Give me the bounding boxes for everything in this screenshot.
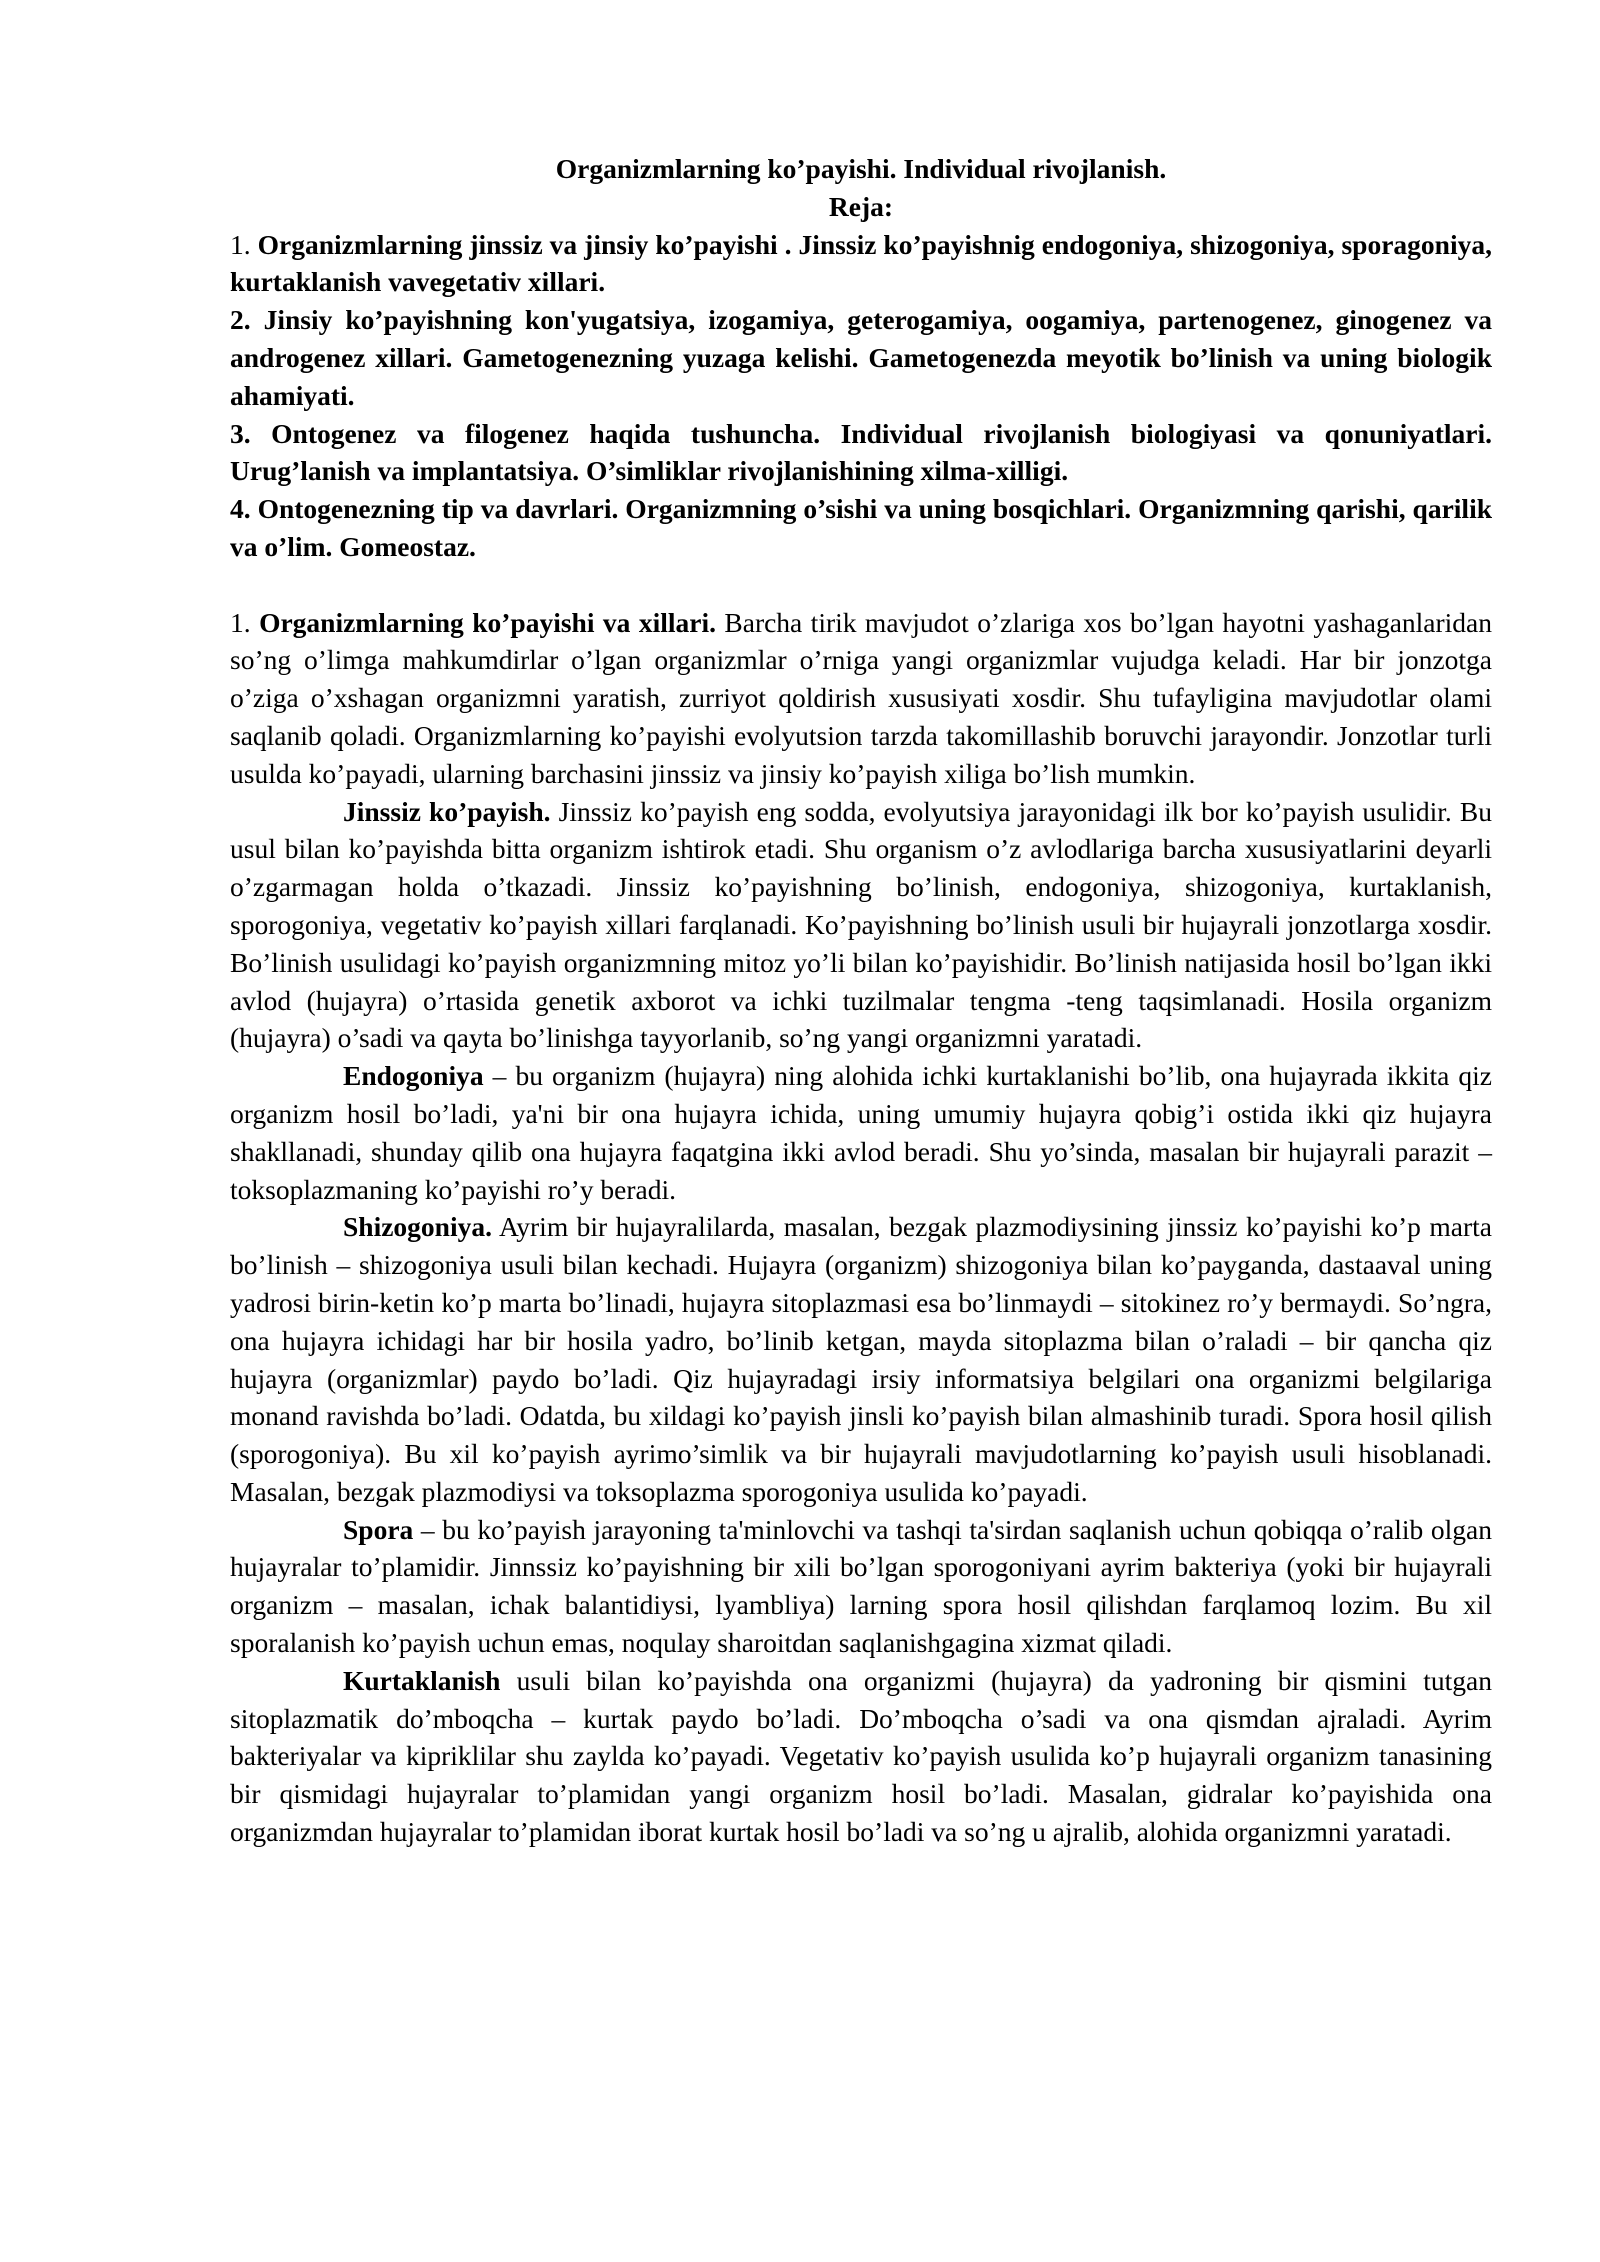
plan-item-number: 2. bbox=[230, 304, 251, 336]
section-heading: Endogoniya bbox=[343, 1060, 484, 1092]
section-heading: Jinssiz ko’payish. bbox=[343, 795, 551, 827]
section-text: Barcha tirik mavjudot o’zlariga xos bo’lgan hayotni yashaganlaridan so’ng o’limga mahkumdirlar o’lgan organizmlar o’rniga yangi organizmlar vujudga keladi. Har bir jonzotga o’ziga o’xshagan organizmni yaratish, zurriyot qoldirish xususiyati xosdir. Shu tufayligina mavjudotlar olami saqlanib qoladi. Organizmlarning ko’payishi evolyutsion tarzda takomillashib boruvchi jarayondir. Jonzotlar turli usulda ko’payadi, ularning barchasini jinssiz va jinsiy ko’payish xiliga bo’lish mumkin. bbox=[230, 606, 1493, 789]
plan-item-number: 3. bbox=[230, 417, 251, 449]
plan-item-4 bbox=[230, 490, 1492, 566]
section-heading: Organizmlarning ko’payishi va xillari. bbox=[259, 606, 716, 638]
section-text: – bu ko’payish jarayoning ta'minlovchi va tashqi ta'sirdan saqlanish uchun qobiqqa o’ralib olgan hujayralar to’plamidir. Jinnssiz ko’payishning bir xili bo’lgan sporogoniyani ayrim bakteriya (yoki bir hujayrali organizm – masalan, ichak balantidiysi, lyambliya) larning spora hosil qilishdan farqlamoq lozim. Bu xil sporalanish ko’payish uchun emas, noqulay sharoitdan saqlanishgagina xizmat qiladi. bbox=[230, 1513, 1492, 1659]
plan-item-number: 4. bbox=[230, 493, 251, 525]
section-spora bbox=[230, 1511, 1492, 1662]
section-number: 1. bbox=[230, 606, 251, 638]
plan-item-text: Jinsiy ko’payishning kon'yugatsiya, izogamiya, geterogamiya, oogamiya, partenogenez, ginogenez va androgenez xillari. Gametogenezning yuzaga kelishi. Gametogenezda meyotik bo’linish va uning biologik ahamiyati. bbox=[230, 304, 1492, 411]
section-text: – bu organizm (hujayra) ning alohida ichki kurtaklanishi bo’lib, ona hujayrada ikkita qiz organizm hosil bo’ladi, ya'ni bir ona hujayra ichida, uning umumiy hujayra qobig’i ostida ikki qiz hujayra shakllanadi, shunday qilib ona hujayra faqatgina ikki avlod beradi. Shu yo’sinda, masalan bir hujayrali parazit –toksoplazmaning ko’payishi ro’y beradi. bbox=[230, 1060, 1492, 1205]
section-text: Ayrim bir hujayralilarda, masalan, bezgak plazmodiysining jinssiz ko’payishi ko’p marta bo’linish – shizogoniya usuli bilan kechadi. Hujayra (organizm) shizogoniya bilan ko’payganda, dastaaval uning yadrosi birin-ketin ko’p marta bo’linadi, hujayra sitoplazmasi esa bo’linmaydi – sitokinez ro’y bermaydi. So’ngra, ona hujayra ichidagi har bir hosila yadro, bo’linib ketgan, mayda sitoplazma bilan o’raladi – bir qancha qiz hujayra (organizmlar) paydo bo’ladi. Qiz hujayradagi irsiy informatsiya belgilari ona organizmi belgilariga monand ravishda bo’ladi. Odatda, bu xildagi ko’payish jinsli ko’payish bilan almashinib turadi. Spora hosil qilish (sporogoniya). Bu xil ko’payish ayrimo’simlik va bir hujayrali mavjudotlarning ko’payish usuli hisoblanadi. Masalan, bezgak plazmodiysi va toksoplazma sporogoniya usulida ko’payadi. bbox=[230, 1211, 1492, 1507]
blank-line bbox=[230, 566, 1492, 604]
section-endogoniya bbox=[230, 1057, 1492, 1208]
section-shizogoniya bbox=[230, 1208, 1492, 1510]
plan-item-text: Organizmlarning jinssiz va jinsiy ko’payishi . Jinssiz ko’payishnig endogoniya, shizogoniya, sporagoniya, kurtaklanish vavegetativ xillari. bbox=[230, 228, 1492, 298]
section-heading: Spora bbox=[343, 1513, 414, 1545]
plan-item-text: Ontogenez va filogenez haqida tushuncha. Individual rivojlanish biologiyasi va qonuniyatlari. Urug’lanish va implantatsiya. O’simliklar rivojlanishining xilma-xilligi. bbox=[230, 417, 1492, 487]
plan-item-1 bbox=[230, 226, 1492, 302]
section-heading: Kurtaklanish bbox=[343, 1664, 501, 1696]
section-heading: Shizogoniya. bbox=[343, 1211, 492, 1243]
section-text: usuli bilan ko’payishda ona organizmi (hujayra) da yadroning bir qismini tutgan sitoplazmatik do’mboqcha – kurtak paydo bo’ladi. Do’mboqcha o’sadi va ona qismdan ajraladi. Ayrim bakteriyalar va kipriklilar shu zaylda ko’payadi. Vegetativ ko’payish usulida ko’p hujayrali organizm tanasining bir qismidagi hujayralar to’plamidan yangi organizm hosil bo’ladi. Masalan, gidralar ko’payishida ona organizmdan hujayralar to’plamidan iborat kurtak hosil bo’ladi va so’ng u ajralib, alohida organizmni yaratadi. bbox=[230, 1664, 1492, 1848]
plan-item-text: Ontogenezning tip va davrlari. Organizmning o’sishi va uning bosqichlari. Organizmning qarishi, qarilik va o’lim. Gomeostaz. bbox=[230, 493, 1493, 562]
section-jinssiz-kopayish bbox=[230, 793, 1492, 1058]
section-text: Jinssiz ko’payish eng sodda, evolyutsiya jarayonidagi ilk bor ko’payish usulidir. Bu usul bilan ko’payishda bitta organizm ishtirok etadi. Shu organism o’z avlodlariga barcha xususiyatlarini deyarli o’zgarmagan holda o’tkazadi. Jinssiz ko’payishning bo’linish, endogoniya, shizogoniya, kurtaklanish, sporogoniya, vegetativ ko’payish xillari farqlanadi. Ko’payishning bo’linish usuli bir hujayrali jonzotlarga xosdir. Bo’linish usulidagi ko’payish organizmning mitoz yo’li bilan ko’payishidir. Bo’linish natijasida hosil bo’lgan ikki avlod (hujayra) o’rtasida genetik axborot va ichki tuzilmalar tengma -teng taqsimlanadi. Hosila organizm (hujayra) o’sadi va qayta bo’linishga tayyorlanib, so’ng yangi organizmni yaratadi. bbox=[230, 795, 1492, 1054]
section-organizmlarning-kopayishi bbox=[230, 604, 1492, 793]
document-title: Organizmlarning ko’payishi. Individual rivojlanish. bbox=[555, 153, 1167, 184]
section-kurtaklanish bbox=[230, 1662, 1492, 1851]
plan-item-3 bbox=[230, 415, 1492, 491]
plan-item-2 bbox=[230, 301, 1492, 414]
plan-item-number: 1. bbox=[230, 228, 251, 260]
document-page bbox=[230, 150, 1492, 1851]
plan-heading: Reja: bbox=[828, 190, 894, 222]
